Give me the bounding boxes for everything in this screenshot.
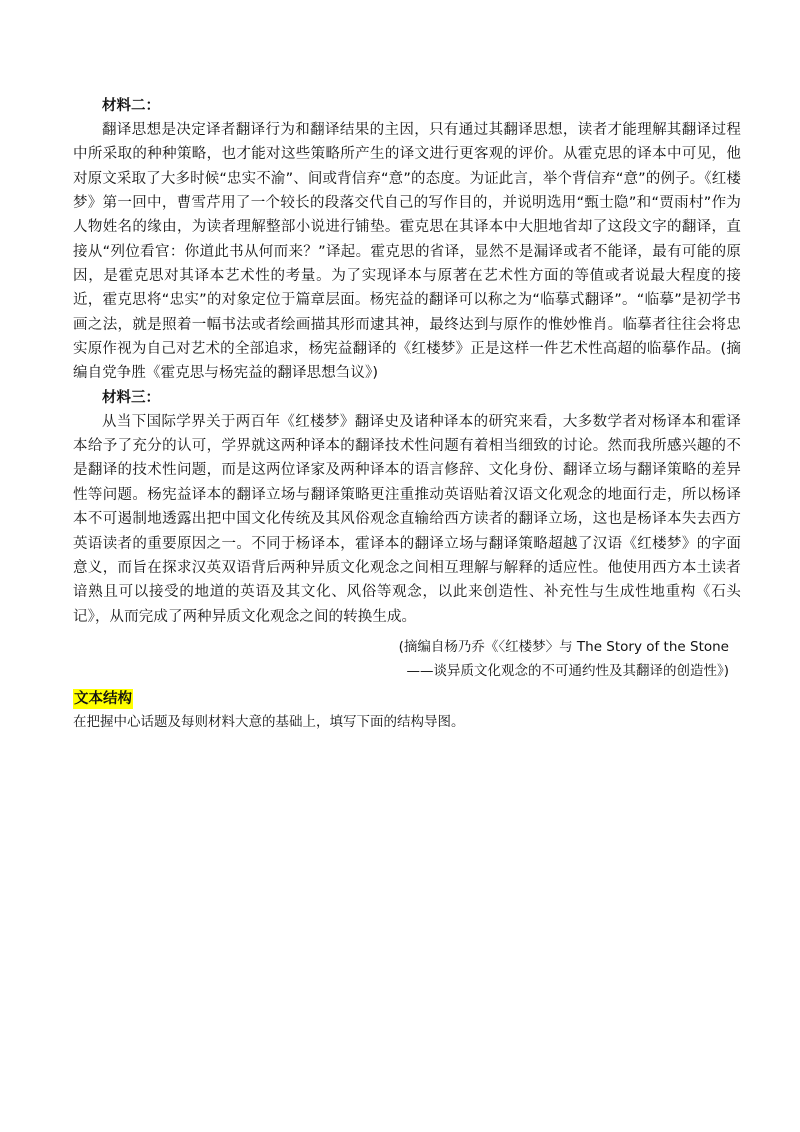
- document-page: [73, 94, 741, 733]
- material-2-paragraph: 翻译思想是决定译者翻译行为和翻译结果的主因，只有通过其翻译思想，读者才能理解其翻译过程中所采取的种种策略，也才能对这些策略所产生的译文进行更客观的评价。从霍克思的译本中可见，他对原文采取了大多时候“忠实不渝”、间或背信弃“意”的态度。为证此言，举个背信弃“意”的例子。《红楼梦》第一回中，曹雪芹用了一个较长的段落交代自己的写作目的，并说明选用“甄士隐”和“贾雨村”作为人物姓名的缘由，为读者理解整部小说进行铺垫。霍克思在其译本中大胆地省却了这段文字的翻译，直接从“列位看官：你道此书从何而来？”译起。霍克思的省译，显然不是漏译或者不能译，最有可能的原因，是霍克思对其译本艺术性的考量。为了实现译本与原著在艺术性方面的等值或者说最大程度的接近，霍克思将“忠实”的对象定位于篇章层面。杨宪益的翻译可以称之为“临摹式翻译”。“临摹”是初学书画之法，就是照着一幅书法或者绘画描其形而逮其神，最终达到与原作的惟妙惟肖。临摹者往往会将忠实原作视为自己对艺术的全部追求，杨宪益翻译的《红楼梦》正是这样一件艺术性高超的临摹作品。(摘编自党争胜《霍克思与杨宪益的翻译思想刍议》): [73, 122, 741, 382]
- structure-instruction: 在把握中心话题及每则材料大意的基础上，填写下面的结构导图。: [73, 713, 465, 730]
- material-3-source-line-2: ——谈异质文化观念的不可通约性及其翻译的创造性》): [406, 662, 729, 679]
- material-3-paragraph: 从当下国际学界关于两百年《红楼梦》翻译史及诸种译本的研究来看，大多数学者对杨译本和霍译本给予了充分的认可，学界就这两种译本的翻译技术性问题有着相当细致的讨论。然而我所感兴趣的不是翻译的技术性问题，而是这两位译家及两种译本的语言修辞、文化身份、翻译立场与翻译策略的差异性等问题。杨宪益译本的翻译立场与翻译策略更注重推动英语贴着汉语文化观念的地面行走，所以杨译本不可遏制地透露出把中国文化传统及其风俗观念直输给西方读者的翻译立场，这也是杨译本失去西方英语读者的重要原因之一。不同于杨译本，霍译本的翻译立场与翻译策略超越了汉语《红楼梦》的字面意义，而旨在探求汉英双语背后两种异质文化观念之间相互理解与解释的适应性。他使用西方本土读者谙熟且可以接受的地道的英语及其文化、风俗等观念，以此来创造性、补充性与生成性地重构《石头记》，从而完成了两种异质文化观念之间的转换生成。: [73, 413, 741, 625]
- material-3-heading: 材料三：: [102, 389, 160, 406]
- material-3-source-line-1: (摘编自杨乃乔《〈红楼梦〉与 The Story of the Stone: [398, 638, 729, 655]
- material-2-heading: 材料二：: [102, 98, 160, 114]
- text-structure-label: 文本结构: [74, 690, 132, 707]
